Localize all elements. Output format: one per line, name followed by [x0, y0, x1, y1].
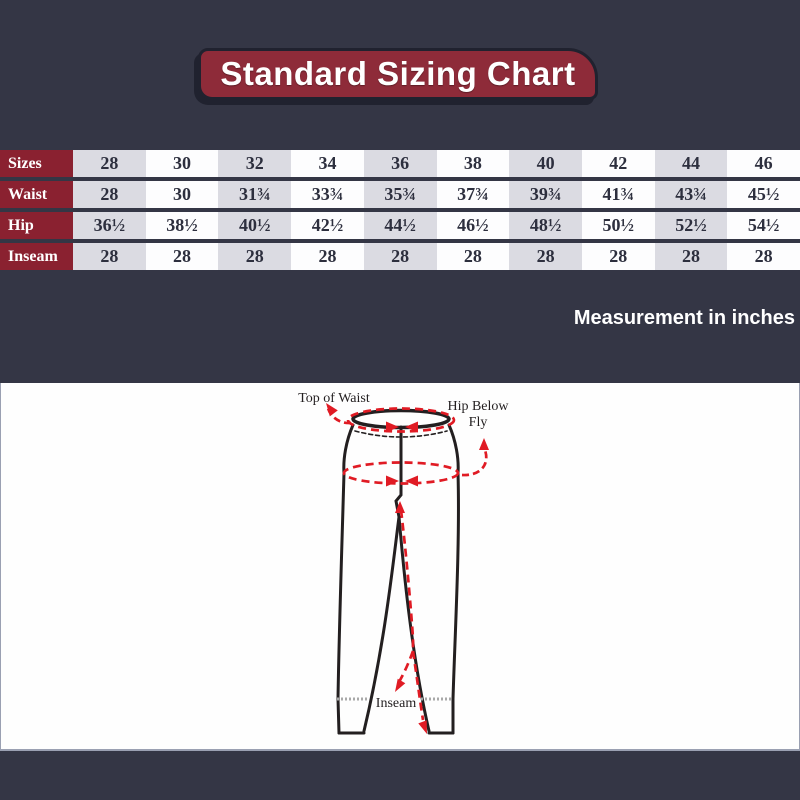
table-cell: 28: [509, 243, 582, 270]
table-cell: 38: [437, 150, 510, 177]
table-row-waist: [0, 181, 800, 208]
hip-below-fly-pointer-line: [462, 450, 486, 475]
table-cell: 48½: [509, 212, 582, 239]
table-cell: 34: [291, 150, 364, 177]
table-cell: 28: [655, 243, 728, 270]
table-cell: 30: [146, 181, 219, 208]
page-title: Standard Sizing Chart: [220, 55, 576, 92]
inseam-label: Inseam: [375, 696, 417, 711]
table-cell: 33¾: [291, 181, 364, 208]
hip-arrow-right-icon: [405, 476, 418, 487]
table-cell: 39¾: [509, 181, 582, 208]
hip-below-fly-arrow-icon: [479, 438, 489, 450]
table-cell: 41¾: [582, 181, 655, 208]
table-cell: 28: [73, 150, 146, 177]
table-cell: 54½: [727, 212, 800, 239]
size-table: [0, 150, 800, 274]
table-cell: 42: [582, 150, 655, 177]
table-cell: 44: [655, 150, 728, 177]
table-cell: 46½: [437, 212, 510, 239]
table-cell: 44½: [364, 212, 437, 239]
table-cell: 28: [291, 243, 364, 270]
title-banner: [198, 48, 598, 100]
table-cell: 32: [218, 150, 291, 177]
table-cell: 30: [146, 150, 219, 177]
table-cell: 43¾: [655, 181, 728, 208]
table-cell: 28: [73, 181, 146, 208]
row-label: Hip: [0, 212, 73, 239]
table-row-inseam: [0, 243, 800, 270]
table-cell: 28: [146, 243, 219, 270]
row-label: Waist: [0, 181, 73, 208]
hip-below-fly-label-line2: Fly: [468, 415, 488, 430]
inseam-pointer-line: [399, 651, 413, 682]
pants-measurement-diagram: [1, 383, 799, 749]
table-cell: 36½: [73, 212, 146, 239]
table-cell: 28: [727, 243, 800, 270]
table-row-hip: [0, 212, 800, 239]
measurement-arrows: [328, 408, 486, 720]
top-of-waist-label: Top of Waist: [298, 391, 370, 406]
inseam-label-arrow-icon: [395, 679, 405, 692]
table-cell: 31¾: [218, 181, 291, 208]
row-label: Inseam: [0, 243, 73, 270]
measurement-units-note: Measurement in inches: [573, 307, 795, 329]
table-cell: 42½: [291, 212, 364, 239]
table-cell: 37¾: [437, 181, 510, 208]
table-cell: 52½: [655, 212, 728, 239]
table-cell: 36: [364, 150, 437, 177]
table-row-sizes: [0, 150, 800, 177]
table-cell: 28: [437, 243, 510, 270]
hip-arrow-left-icon: [386, 476, 399, 487]
diagram-panel: [0, 383, 800, 751]
table-cell: 40½: [218, 212, 291, 239]
table-cell: 28: [364, 243, 437, 270]
waist-arrow-left-icon: [386, 422, 399, 433]
table-cell: 28: [582, 243, 655, 270]
table-cell: 28: [218, 243, 291, 270]
table-cell: 38½: [146, 212, 219, 239]
table-cell: 35¾: [364, 181, 437, 208]
table-cell: 45½: [727, 181, 800, 208]
inseam-measure-line: [401, 510, 413, 651]
inseam-bottom-arrow-icon: [418, 720, 427, 734]
table-cell: 40: [509, 150, 582, 177]
row-label: Sizes: [0, 150, 73, 177]
table-cell: 28: [73, 243, 146, 270]
table-cell: 46: [727, 150, 800, 177]
hip-below-fly-label-line1: Hip Below: [447, 399, 509, 414]
table-cell: 50½: [582, 212, 655, 239]
